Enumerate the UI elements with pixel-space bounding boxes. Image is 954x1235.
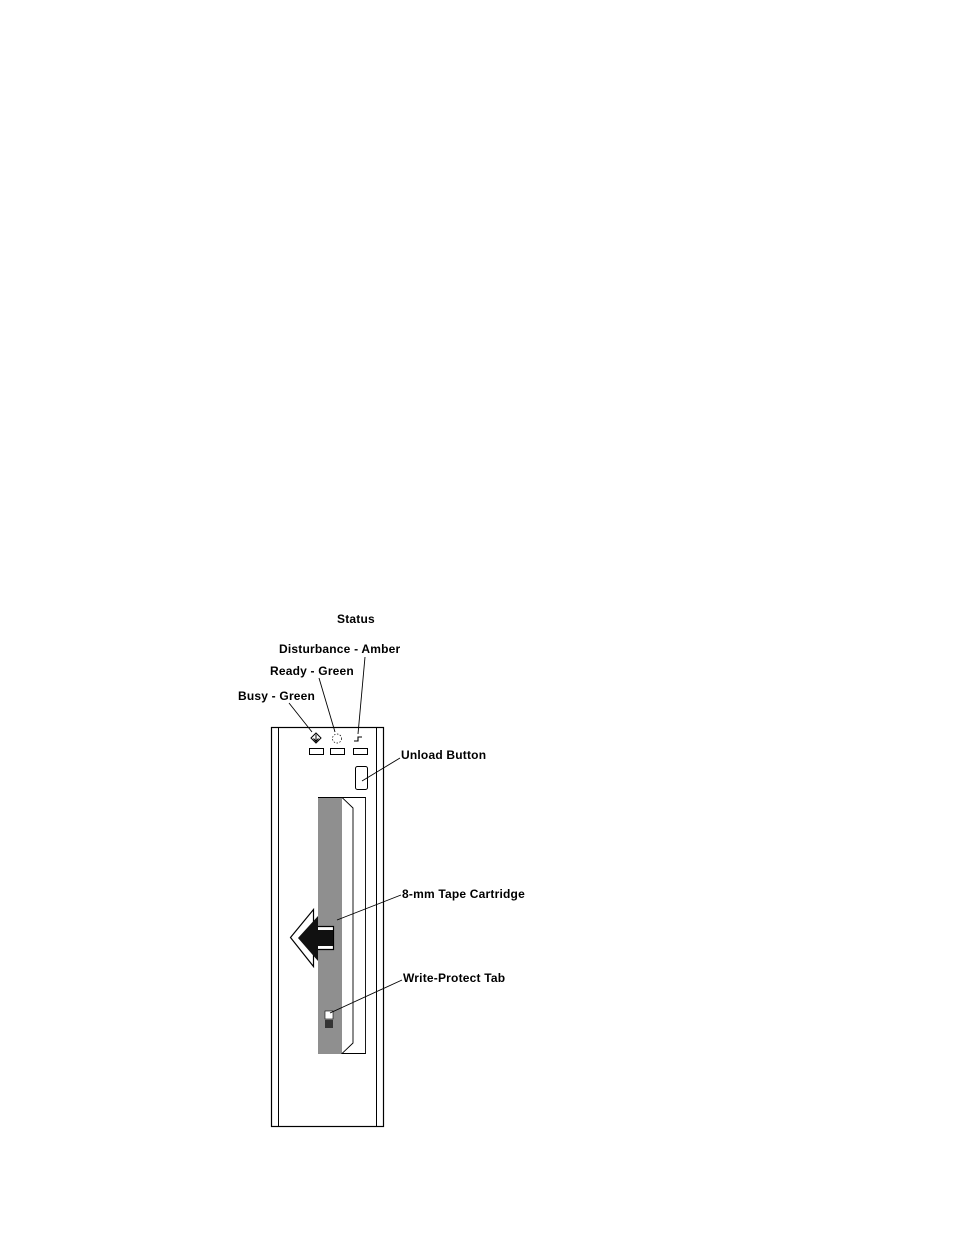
- write-protect-slot: [325, 1020, 333, 1028]
- ready-leader: [319, 678, 335, 732]
- ready-led: [331, 749, 345, 755]
- write-protect-label: Write-Protect Tab: [403, 971, 506, 985]
- status-heading: Status: [337, 612, 375, 626]
- disturbance-led: [354, 749, 368, 755]
- unload-button-label: Unload Button: [401, 748, 487, 762]
- tape-cartridge-label: 8-mm Tape Cartridge: [402, 887, 525, 901]
- ready-label: Ready - Green: [270, 664, 354, 678]
- disturbance-leader: [358, 657, 365, 734]
- ready-icon: [333, 734, 342, 743]
- busy-led: [310, 749, 324, 755]
- busy-label: Busy - Green: [238, 689, 316, 703]
- disturbance-label: Disturbance - Amber: [279, 642, 401, 656]
- unload-button[interactable]: [356, 767, 368, 790]
